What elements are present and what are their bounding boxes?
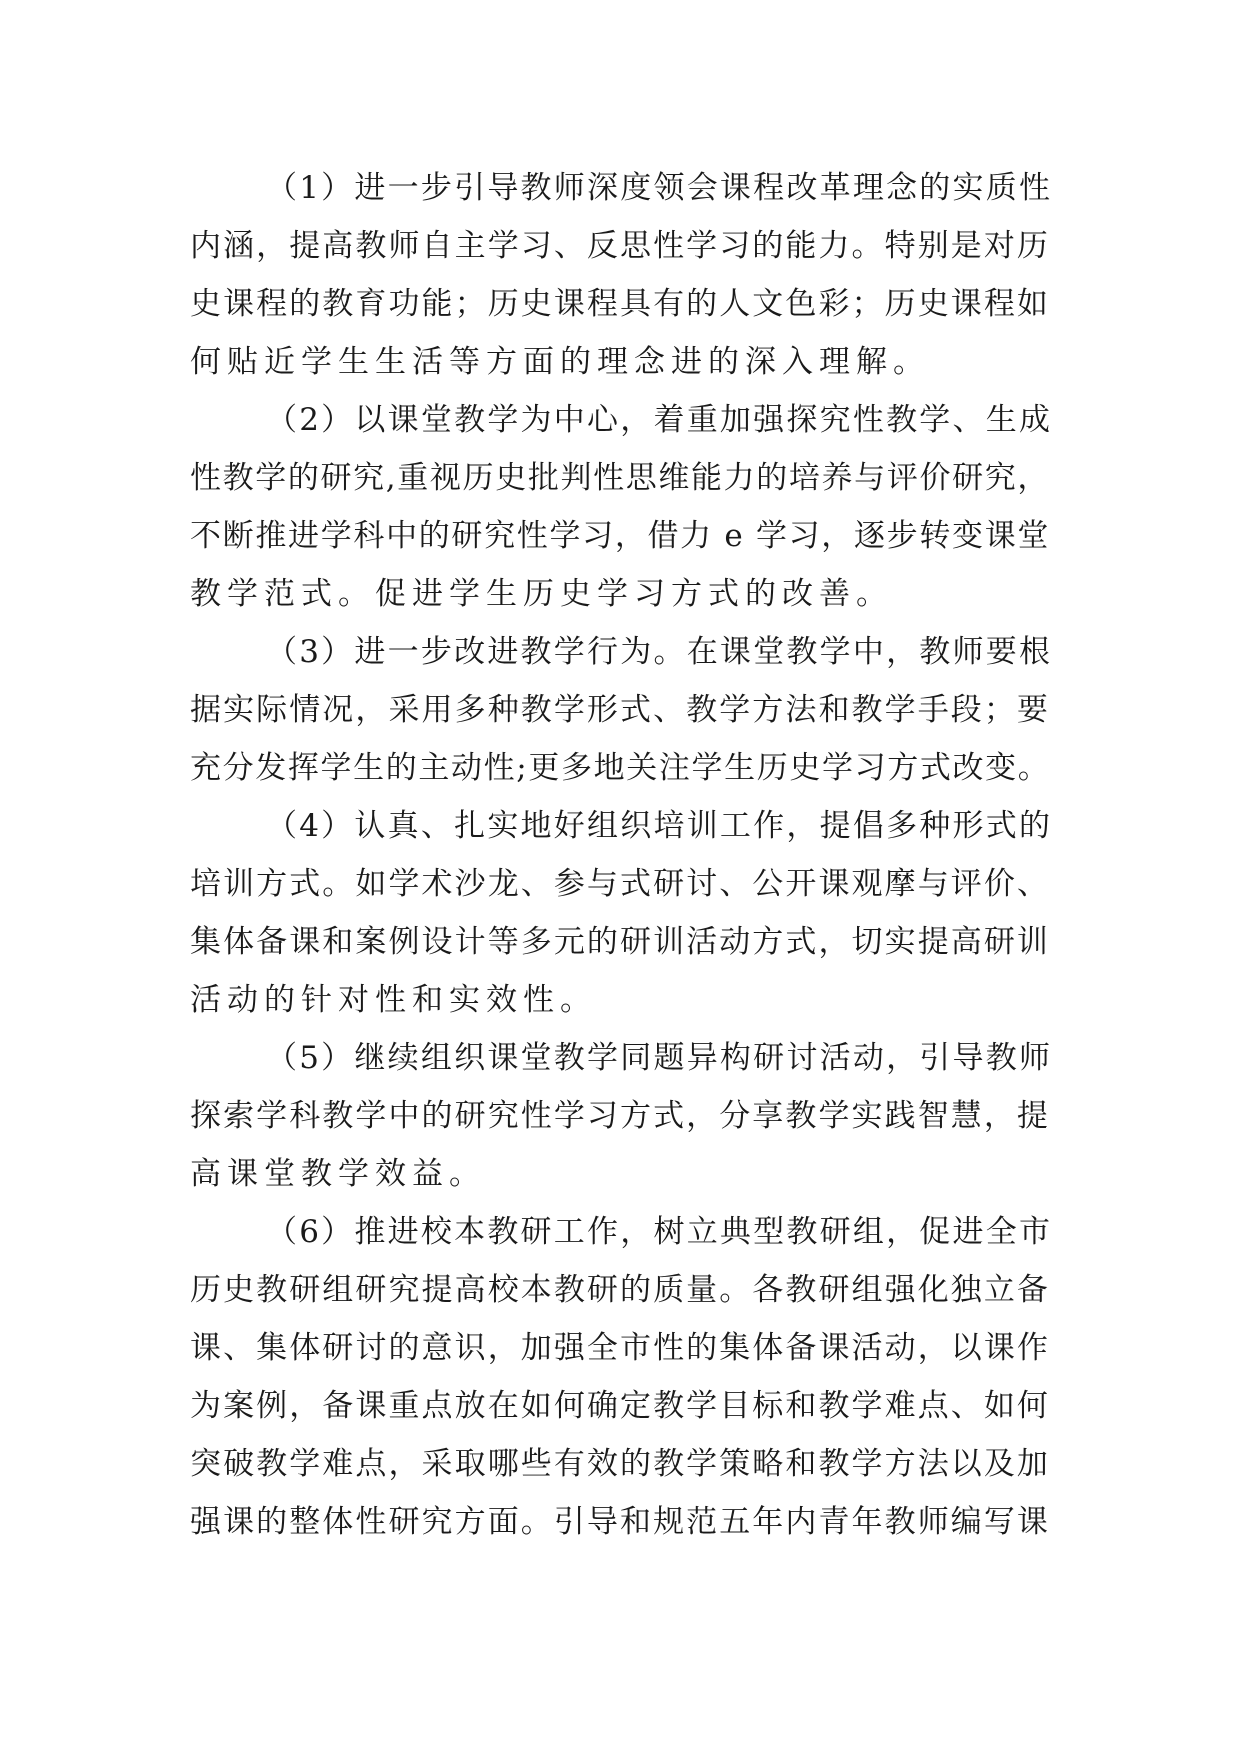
paragraph-5 [190, 1029, 1050, 1203]
text-line: 强课的整体性研究方面。引导和规范五年内青年教师编写课 [190, 1504, 1050, 1540]
text-line: 历史教研组研究提高校本教研的质量。各教研组强化独立备 [190, 1272, 1050, 1308]
text-line: 内涵，提高教师自主学习、反思性学习的能力。特别是对历 [190, 228, 1050, 264]
paragraph-1 [190, 159, 1050, 391]
text-line: 为案例，备课重点放在如何确定教学目标和教学难点、如何 [190, 1388, 1050, 1424]
text-line: 培训方式。如学术沙龙、参与式研讨、公开课观摩与评价、 [190, 866, 1050, 902]
text-line: （1）进一步引导教师深度领会课程改革理念的实质性 [266, 170, 1050, 206]
text-line: （3）进一步改进教学行为。在课堂教学中，教师要根 [266, 634, 1050, 670]
text-line: 突破教学难点，采取哪些有效的教学策略和教学方法以及加 [190, 1446, 1050, 1482]
text-line: （4）认真、扎实地好组织培训工作，提倡多种形式的 [266, 808, 1050, 844]
text-line: 高课堂教学效益。 [190, 1156, 486, 1192]
text-line: （5）继续组织课堂教学同题异构研讨活动，引导教师 [266, 1040, 1050, 1076]
text-line: 教学范式。促进学生历史学习方式的改善。 [190, 576, 893, 612]
text-line: 探索学科教学中的研究性学习方式，分享教学实践智慧，提 [190, 1098, 1050, 1134]
text-line: 集体备课和案例设计等多元的研训活动方式，切实提高研训 [190, 924, 1050, 960]
text-line: 活动的针对性和实效性。 [190, 982, 597, 1018]
paragraph-6 [190, 1203, 1050, 1551]
paragraph-4 [190, 797, 1050, 1029]
text-line: 不断推进学科中的研究性学习，借力 e 学习，逐步转变课堂 [190, 518, 1051, 554]
text-line: 据实际情况，采用多种教学形式、教学方法和教学手段；要 [190, 692, 1050, 728]
text-line: 课、集体研讨的意识，加强全市性的集体备课活动，以课作 [190, 1330, 1050, 1366]
text-line: 性教学的研究,重视历史批判性思维能力的培养与评价研究， [190, 460, 1050, 496]
text-line: 充分发挥学生的主动性;更多地关注学生历史学习方式改变。 [190, 750, 1051, 786]
paragraph-2 [190, 391, 1050, 623]
text-line: （6）推进校本教研工作，树立典型教研组，促进全市 [266, 1214, 1050, 1250]
text-line: 何贴近学生生活等方面的理念进的深入理解。 [190, 344, 930, 380]
paragraph-3 [190, 623, 1050, 797]
text-line: （2）以课堂教学为中心，着重加强探究性教学、生成 [266, 402, 1050, 438]
text-line: 史课程的教育功能；历史课程具有的人文色彩；历史课程如 [190, 286, 1050, 322]
document-body [190, 159, 1050, 1551]
